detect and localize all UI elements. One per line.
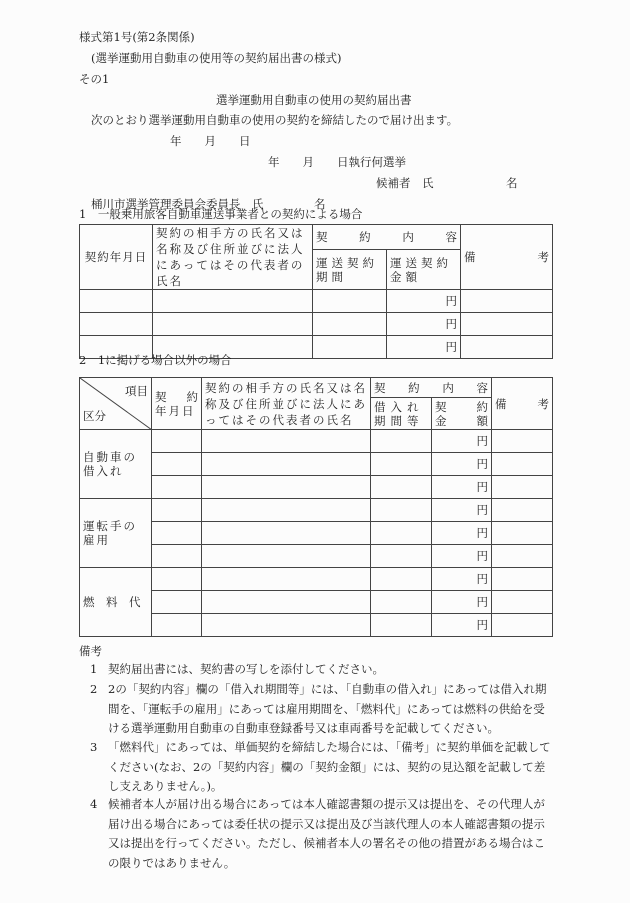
amount-cell[interactable]: 円 (387, 313, 461, 336)
section1-row (80, 313, 553, 336)
submission-date: 年 月 日 (170, 134, 251, 148)
content-char: 容 (445, 230, 457, 245)
party-cell[interactable] (202, 614, 371, 637)
remarks-cell[interactable] (492, 545, 553, 568)
date-cell[interactable] (152, 476, 202, 499)
content-char: 容 (476, 380, 488, 395)
remark-text: 2の「契約内容」欄の「借入れ期間等」には、「自動車の借入れ」にあっては借入れ期間を、「運転手の雇用」にあっては雇用期間を、「燃料代」にあっては燃料の供給を受ける選挙運動用自動車の自動車登録番号又は車両番号を記載してください。 (108, 682, 547, 735)
amount-cell[interactable]: 円 (432, 499, 492, 522)
date-char: 約 (186, 389, 198, 404)
remarks-char: 考 (537, 250, 549, 264)
election-line: 年 月 日執行何選挙 (268, 155, 406, 169)
remarks-char: 考 (537, 396, 549, 411)
col-remarks (492, 378, 553, 430)
col-contract-amount (432, 398, 492, 430)
remark-number: 4 (90, 797, 98, 811)
category-car-rental: 自動車の借入れ (80, 430, 152, 499)
content-char: 約 (408, 380, 420, 395)
party-cell[interactable] (202, 545, 371, 568)
amount-cell[interactable]: 円 (432, 430, 492, 453)
period-cell[interactable] (371, 499, 432, 522)
content-char: 約 (359, 230, 371, 245)
period-cell[interactable] (371, 591, 432, 614)
content-char: 契 (374, 380, 386, 395)
period-cell[interactable] (371, 614, 432, 637)
col-contract-party: 契約の相手方の氏名又は名称及び住所並びに法人にあってはその代表者の氏名 (153, 225, 313, 290)
document-title: 選挙運動用自動車の使用の契約届出書 (216, 93, 412, 107)
date-cell[interactable] (152, 568, 202, 591)
amount-cell[interactable]: 円 (432, 591, 492, 614)
col-transport-period: 運送契約期間 (313, 250, 387, 290)
date-cell[interactable] (80, 290, 153, 313)
intro-text: 次のとおり選挙運動用自動車の使用の契約を締結したので届け出ます。 (91, 113, 459, 127)
date-cell[interactable] (152, 499, 202, 522)
period-cell[interactable] (313, 313, 387, 336)
amount-cell[interactable]: 円 (432, 476, 492, 499)
item-category-cell (80, 378, 152, 430)
remarks-cell[interactable] (461, 336, 553, 359)
remarks-cell[interactable] (492, 453, 553, 476)
date-cell[interactable] (152, 522, 202, 545)
section2-table (79, 377, 553, 637)
section2-header-row (80, 378, 553, 398)
period-cell[interactable] (371, 568, 432, 591)
remarks-cell[interactable] (492, 499, 553, 522)
amount-char: 額 (476, 413, 488, 428)
date-line2: 年月日 (155, 403, 196, 418)
remarks-cell[interactable] (492, 430, 553, 453)
date-cell[interactable] (152, 430, 202, 453)
section2-row (80, 430, 553, 453)
remarks-cell[interactable] (492, 614, 553, 637)
col-contract-date (152, 378, 202, 430)
amount-char: 金 (435, 413, 447, 428)
section1-heading: 1 一般乗用旅客自動車運送事業者との契約による場合 (79, 207, 363, 221)
form-part: その1 (79, 72, 110, 86)
period-cell[interactable] (371, 522, 432, 545)
party-cell[interactable] (202, 453, 371, 476)
party-cell[interactable] (153, 313, 313, 336)
date-cell[interactable] (152, 614, 202, 637)
period-cell[interactable] (371, 453, 432, 476)
content-char: 内 (442, 380, 454, 395)
amount-char: 契 (435, 399, 447, 414)
date-char: 契 (155, 389, 167, 404)
col-contract-date: 契約年月日 (80, 225, 153, 290)
amount-cell[interactable]: 円 (432, 568, 492, 591)
section2-heading: 2 1に掲げる場合以外の場合 (79, 353, 232, 367)
party-cell[interactable] (202, 476, 371, 499)
remark-item (90, 680, 555, 739)
party-cell[interactable] (202, 522, 371, 545)
candidate-name-suffix: 名 (506, 176, 518, 190)
col-contract-party: 契約の相手方の氏名又は名称及び住所並びに法人にあってはその代表者の氏名 (202, 378, 371, 430)
col-borrow-period: 借入れ期間等 (371, 398, 432, 430)
category-label: 区分 (83, 409, 106, 423)
remarks-char: 備 (464, 250, 476, 264)
period-cell[interactable] (371, 476, 432, 499)
category-driver-hire: 運転手の雇用 (80, 499, 152, 568)
section1-row (80, 290, 553, 313)
date-cell[interactable] (152, 591, 202, 614)
amount-cell[interactable]: 円 (432, 522, 492, 545)
item-label: 項目 (125, 384, 148, 398)
addressee-name-suffix: 名 (314, 197, 326, 211)
period-cell[interactable] (371, 545, 432, 568)
remark-item (90, 738, 555, 797)
remark-text: 契約届出書には、契約書の写しを添付してください。 (108, 662, 384, 676)
remark-item (90, 795, 555, 873)
remark-text: 候補者本人が届け出る場合にあっては本人確認書類の提示又は提出を、その代理人が届け出る場合にあっては委任状の提示又は提出及び当該代理人の本人確認書類の提示又は提出を行ってください。ただし、候補者本人の署名その他の措置がある場合はこの限りではありません。 (108, 797, 545, 870)
col-remarks (461, 225, 553, 290)
party-cell[interactable] (202, 591, 371, 614)
remark-number: 2 (90, 682, 98, 696)
date-cell[interactable] (152, 453, 202, 476)
remarks-cell[interactable] (461, 313, 553, 336)
section2-row (80, 568, 553, 591)
amount-cell[interactable]: 円 (432, 545, 492, 568)
col-transport-amount: 運送契約金額 (387, 250, 461, 290)
remarks-cell[interactable] (492, 568, 553, 591)
section1-table (79, 224, 553, 359)
category-fuel: 燃 料 代 (80, 568, 152, 637)
addressee: 桶川市選挙管理委員会委員長 氏 (91, 197, 264, 211)
party-cell[interactable] (202, 568, 371, 591)
remarks-cell[interactable] (492, 522, 553, 545)
remark-text: 「燃料代」にあっては、単価契約を締結した場合には、「備考」に契約単価を記載してください(なお、2の「契約内容」欄の「契約金額」には、契約の見込額を記載して差し支えありません。)。 (108, 740, 551, 793)
col-contract-content (313, 225, 461, 250)
remark-item (90, 660, 555, 680)
remarks-cell[interactable] (492, 591, 553, 614)
candidate-label: 候補者 氏 (376, 176, 434, 190)
period-cell[interactable] (313, 336, 387, 359)
remarks-cell[interactable] (492, 476, 553, 499)
party-cell[interactable] (202, 430, 371, 453)
date-cell[interactable] (152, 545, 202, 568)
amount-char: 約 (476, 399, 488, 414)
remarks-char: 備 (495, 396, 507, 411)
remark-number: 3 (90, 740, 98, 754)
period-cell[interactable] (371, 430, 432, 453)
section1-header-row (80, 225, 553, 250)
form-subtitle: (選挙運動用自動車の使用等の契約届出書の様式) (91, 51, 342, 65)
section2-row (80, 499, 553, 522)
amount-cell[interactable]: 円 (432, 453, 492, 476)
content-char: 内 (402, 230, 414, 245)
period-cell[interactable] (313, 290, 387, 313)
amount-cell[interactable]: 円 (387, 336, 461, 359)
remark-number: 1 (90, 662, 98, 676)
party-cell[interactable] (153, 290, 313, 313)
remarks-cell[interactable] (461, 290, 553, 313)
col-contract-content (371, 378, 492, 398)
amount-cell[interactable]: 円 (432, 614, 492, 637)
remarks-heading: 備考 (79, 644, 102, 658)
party-cell[interactable] (202, 499, 371, 522)
amount-cell[interactable]: 円 (387, 290, 461, 313)
content-char: 契 (316, 230, 328, 245)
form-number: 様式第1号(第2条関係) (79, 30, 195, 44)
date-cell[interactable] (80, 313, 153, 336)
